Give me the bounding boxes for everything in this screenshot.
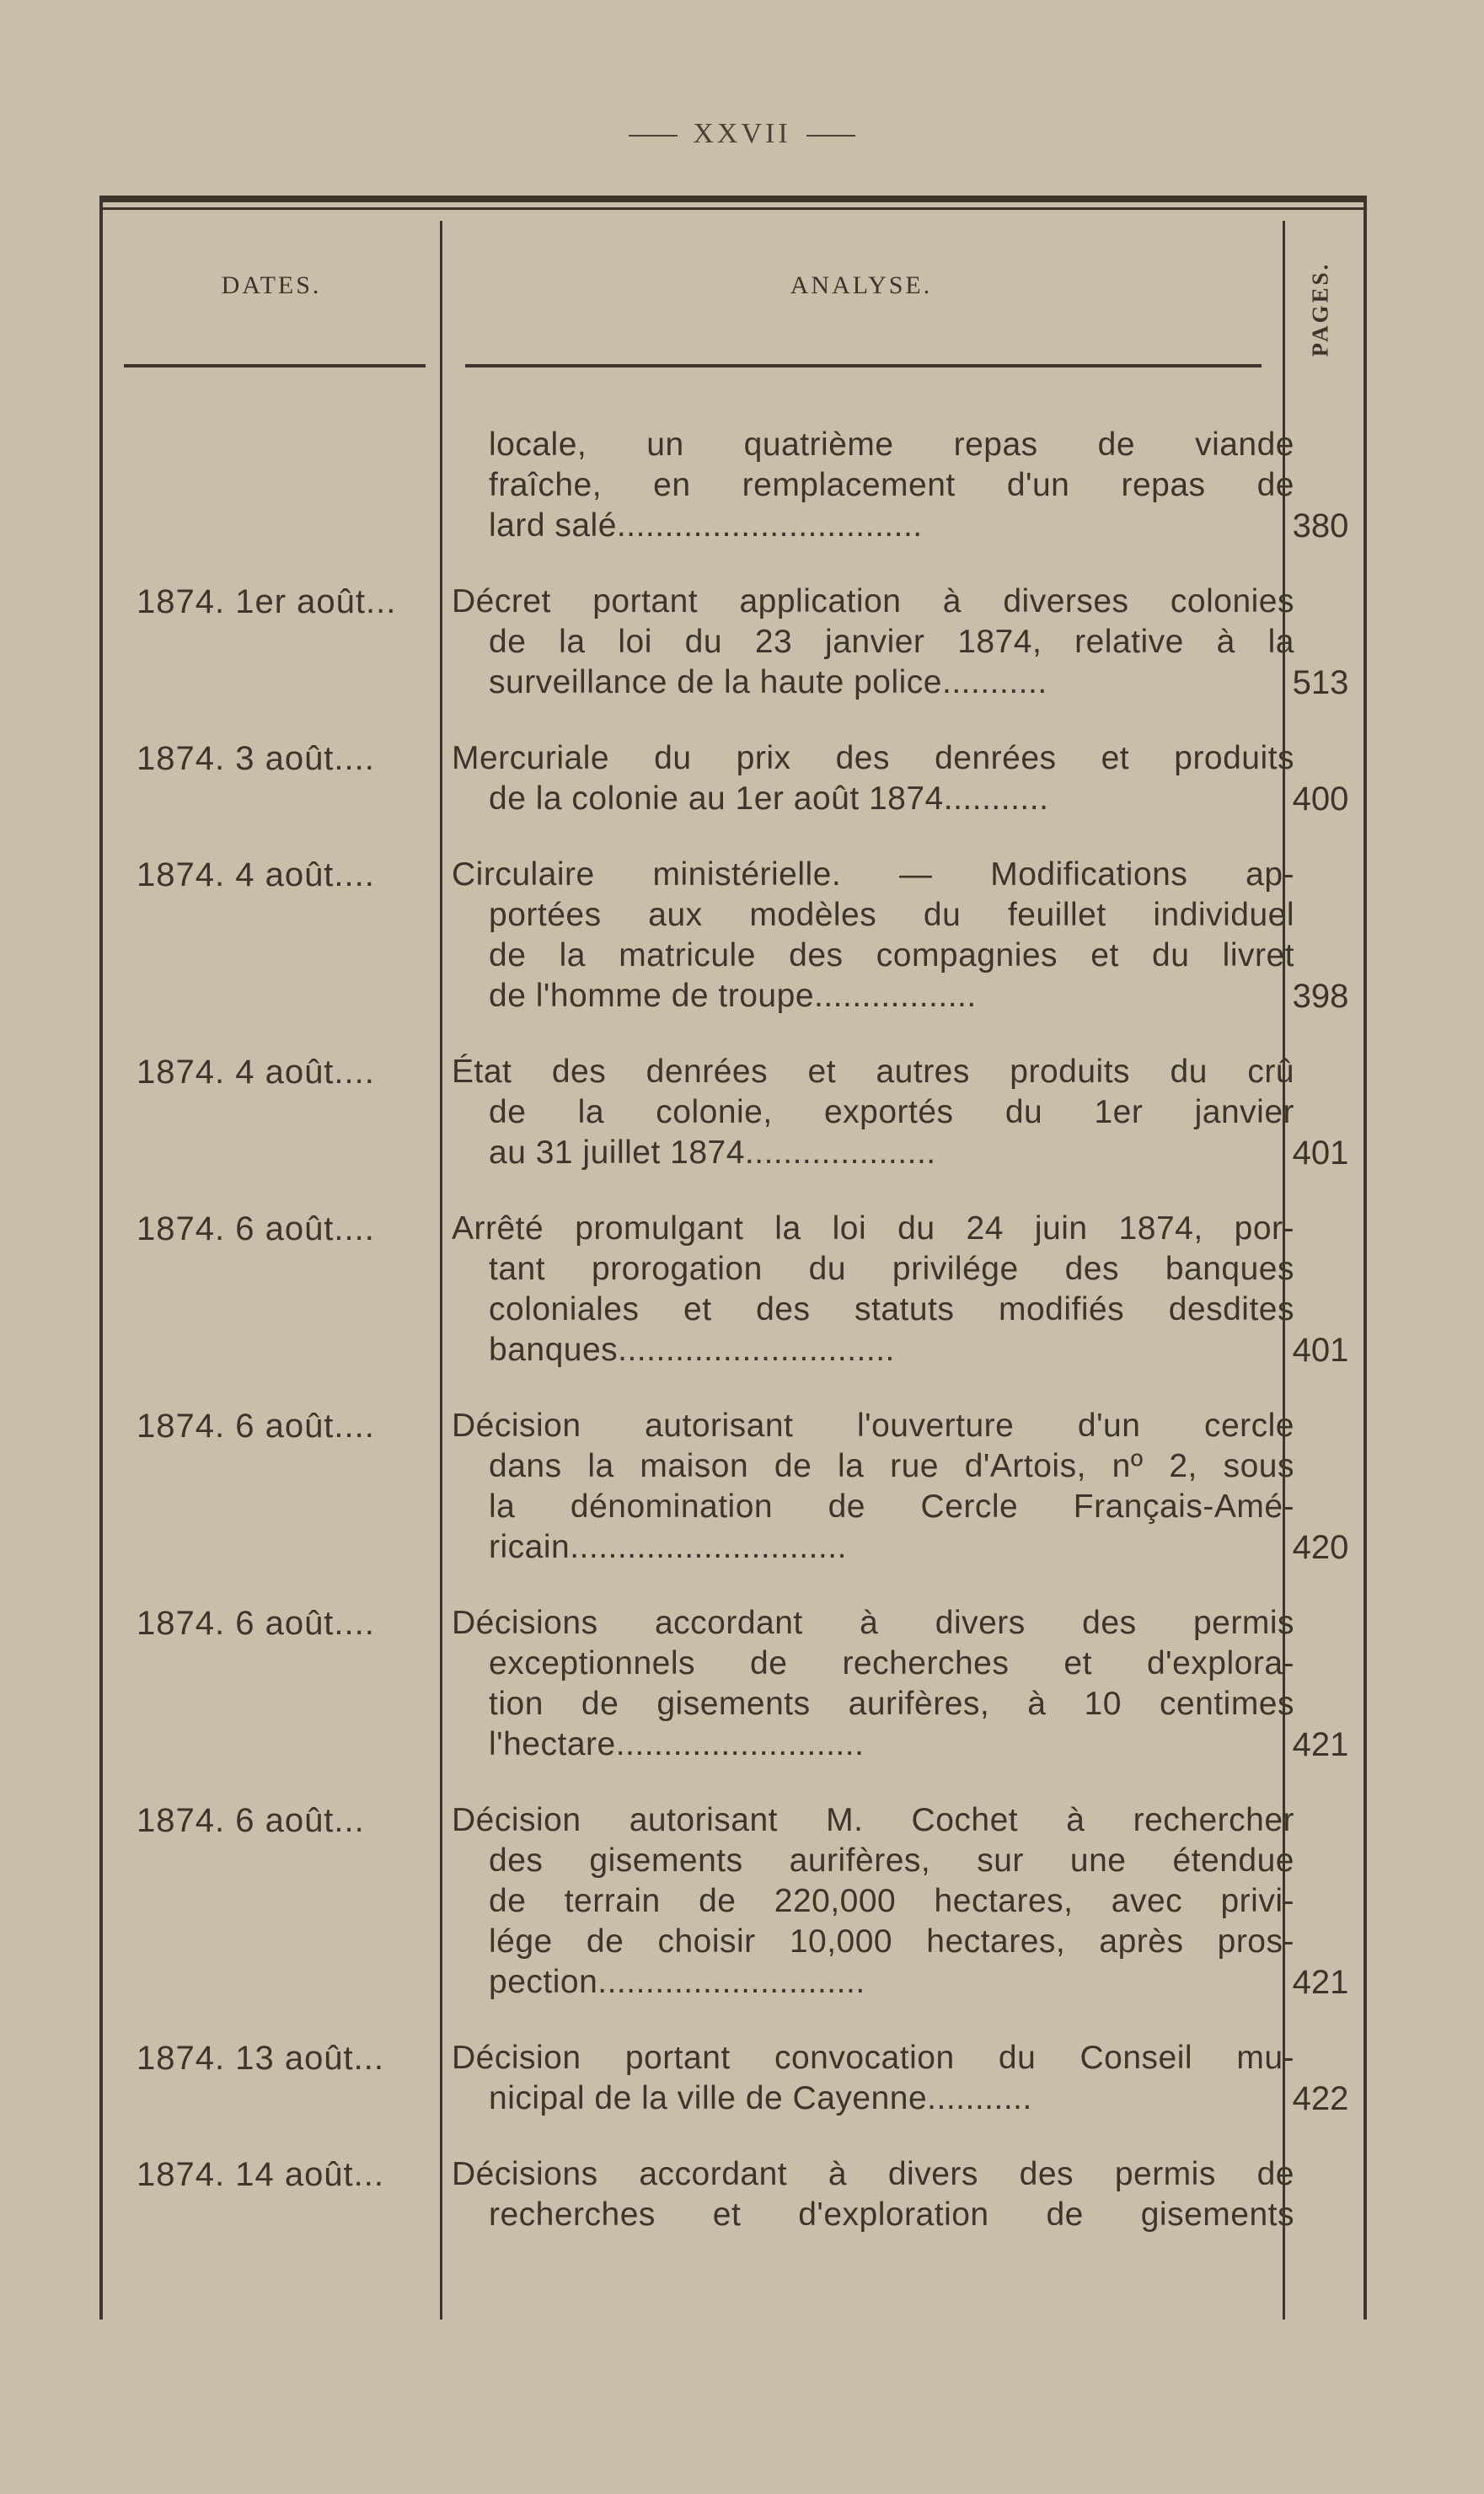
entry-analysis — [452, 1603, 1294, 1765]
entry-date: 1874. 14 août... — [137, 2156, 385, 2193]
entry-analysis — [452, 855, 1294, 1016]
analysis-line: au 31 juillet 1874.................... — [489, 1134, 936, 1171]
entry-date: 1874. 3 août.... — [137, 740, 375, 777]
entry-page-number: 421 — [1292, 1964, 1349, 2001]
entry-page-number: 421 — [1292, 1726, 1349, 1763]
entry-analysis — [452, 425, 1294, 546]
header-rule-analyse — [465, 364, 1262, 367]
page-number-roman: XXVII — [693, 118, 791, 149]
entry-page-number: 401 — [1292, 1332, 1349, 1369]
analysis-line: lége de choisir 10,000 hectares, après pros- — [489, 1923, 1294, 1960]
analysis-line: recherches et d'exploration de gisements — [489, 2196, 1294, 2233]
entry-analysis — [452, 2154, 1294, 2235]
entry-analysis — [452, 582, 1294, 703]
page-header — [0, 118, 1484, 150]
entry-page-number: 380 — [1292, 507, 1349, 544]
header-dash-left — [629, 135, 678, 137]
analysis-line: coloniales et des statuts modifiés desdites — [489, 1291, 1294, 1327]
analysis-line: la dénomination de Cercle Français-Amé- — [489, 1488, 1294, 1525]
analysis-line: pection............................ — [489, 1964, 865, 2000]
entry-page-number: 400 — [1292, 780, 1349, 818]
entry-date: 1874. 4 août.... — [137, 1054, 375, 1091]
entry-analysis — [452, 1800, 1294, 2003]
analysis-line: Arrêté promulgant la loi du 24 juin 1874, por- — [452, 1210, 1294, 1247]
entry-date: 1874. 1er août... — [137, 583, 397, 620]
entry-analysis — [452, 2038, 1294, 2119]
analysis-line: Décision portant convocation du Conseil mu- — [452, 2040, 1294, 2076]
analysis-line: ricain............................. — [489, 1529, 847, 1565]
column-header-pages: PAGES. — [1307, 261, 1333, 357]
analysis-line: État des denrées et autres produits du crû — [452, 1054, 1294, 1090]
table-top-rule-thin — [103, 207, 1363, 210]
header-dash-right — [806, 135, 855, 137]
entry-date: 1874. 6 août.... — [137, 1605, 375, 1642]
analysis-line: de la loi du 23 janvier 1874, relative à la — [489, 624, 1294, 660]
analysis-line: nicipal de la ville de Cayenne........... — [489, 2080, 1032, 2116]
analysis-line: dans la maison de la rue d'Artois, nº 2, sous — [489, 1448, 1294, 1484]
analysis-line: Décret portant application à diverses colonies — [452, 583, 1294, 619]
analysis-line: des gisements aurifères, sur une étendue — [489, 1842, 1294, 1879]
entry-date: 1874. 6 août... — [137, 1802, 365, 1839]
analysis-line: de terrain de 220,000 hectares, avec privi- — [489, 1883, 1294, 1919]
entry-date: 1874. 6 août.... — [137, 1210, 375, 1247]
analysis-line: banques............................. — [489, 1332, 895, 1368]
entry-analysis — [452, 1052, 1294, 1173]
entry-page-number: 398 — [1292, 978, 1349, 1015]
column-divider-dates — [440, 221, 442, 2320]
analysis-line: Circulaire ministérielle. — Modifications ap- — [452, 856, 1294, 893]
entry-date: 1874. 13 août... — [137, 2040, 385, 2077]
analysis-line: Décisions accordant à divers des permis — [452, 1605, 1294, 1641]
column-header-analyse: ANALYSE. — [790, 271, 933, 299]
header-rule-dates — [124, 364, 426, 367]
entry-page-number: 422 — [1292, 2080, 1349, 2117]
analysis-line: portées aux modèles du feuillet individuel — [489, 897, 1294, 933]
entry-page-number: 513 — [1292, 664, 1349, 701]
index-table — [99, 196, 1367, 2320]
analysis-line: exceptionnels de recherches et d'explora- — [489, 1645, 1294, 1681]
analysis-line: surveillance de la haute police........... — [489, 664, 1047, 700]
entry-page-number: 420 — [1292, 1529, 1349, 1566]
entry-analysis — [452, 738, 1294, 819]
analysis-line: Décision autorisant l'ouverture d'un cercle — [452, 1408, 1294, 1444]
analysis-line: de la matricule des compagnies et du livret — [489, 937, 1294, 973]
analysis-line: de l'homme de troupe................. — [489, 978, 977, 1014]
entry-date: 1874. 4 août.... — [137, 856, 375, 893]
analysis-line: de la colonie au 1er août 1874........... — [489, 780, 1049, 817]
analysis-line: tant prorogation du privilége des banques — [489, 1251, 1294, 1287]
entry-analysis — [452, 1209, 1294, 1370]
analysis-line: lard salé................................ — [489, 507, 923, 544]
entry-analysis — [452, 1406, 1294, 1568]
analysis-line: locale, un quatrième repas de viande — [489, 426, 1294, 463]
analysis-line: de la colonie, exportés du 1er janvier — [489, 1094, 1294, 1130]
analysis-line: Décisions accordant à divers des permis de — [452, 2156, 1294, 2192]
entry-page-number: 401 — [1292, 1134, 1349, 1172]
column-header-dates: DATES. — [221, 271, 322, 299]
entry-date: 1874. 6 août.... — [137, 1408, 375, 1445]
analysis-line: fraîche, en remplacement d'un repas de — [489, 467, 1294, 503]
table-top-rule — [103, 196, 1363, 202]
analysis-line: l'hectare.......................... — [489, 1726, 865, 1762]
analysis-line: Mercuriale du prix des denrées et produits — [452, 740, 1294, 776]
analysis-line: Décision autorisant M. Cochet à rechercher — [452, 1802, 1294, 1838]
analysis-line: tion de gisements aurifères, à 10 centimes — [489, 1686, 1294, 1722]
